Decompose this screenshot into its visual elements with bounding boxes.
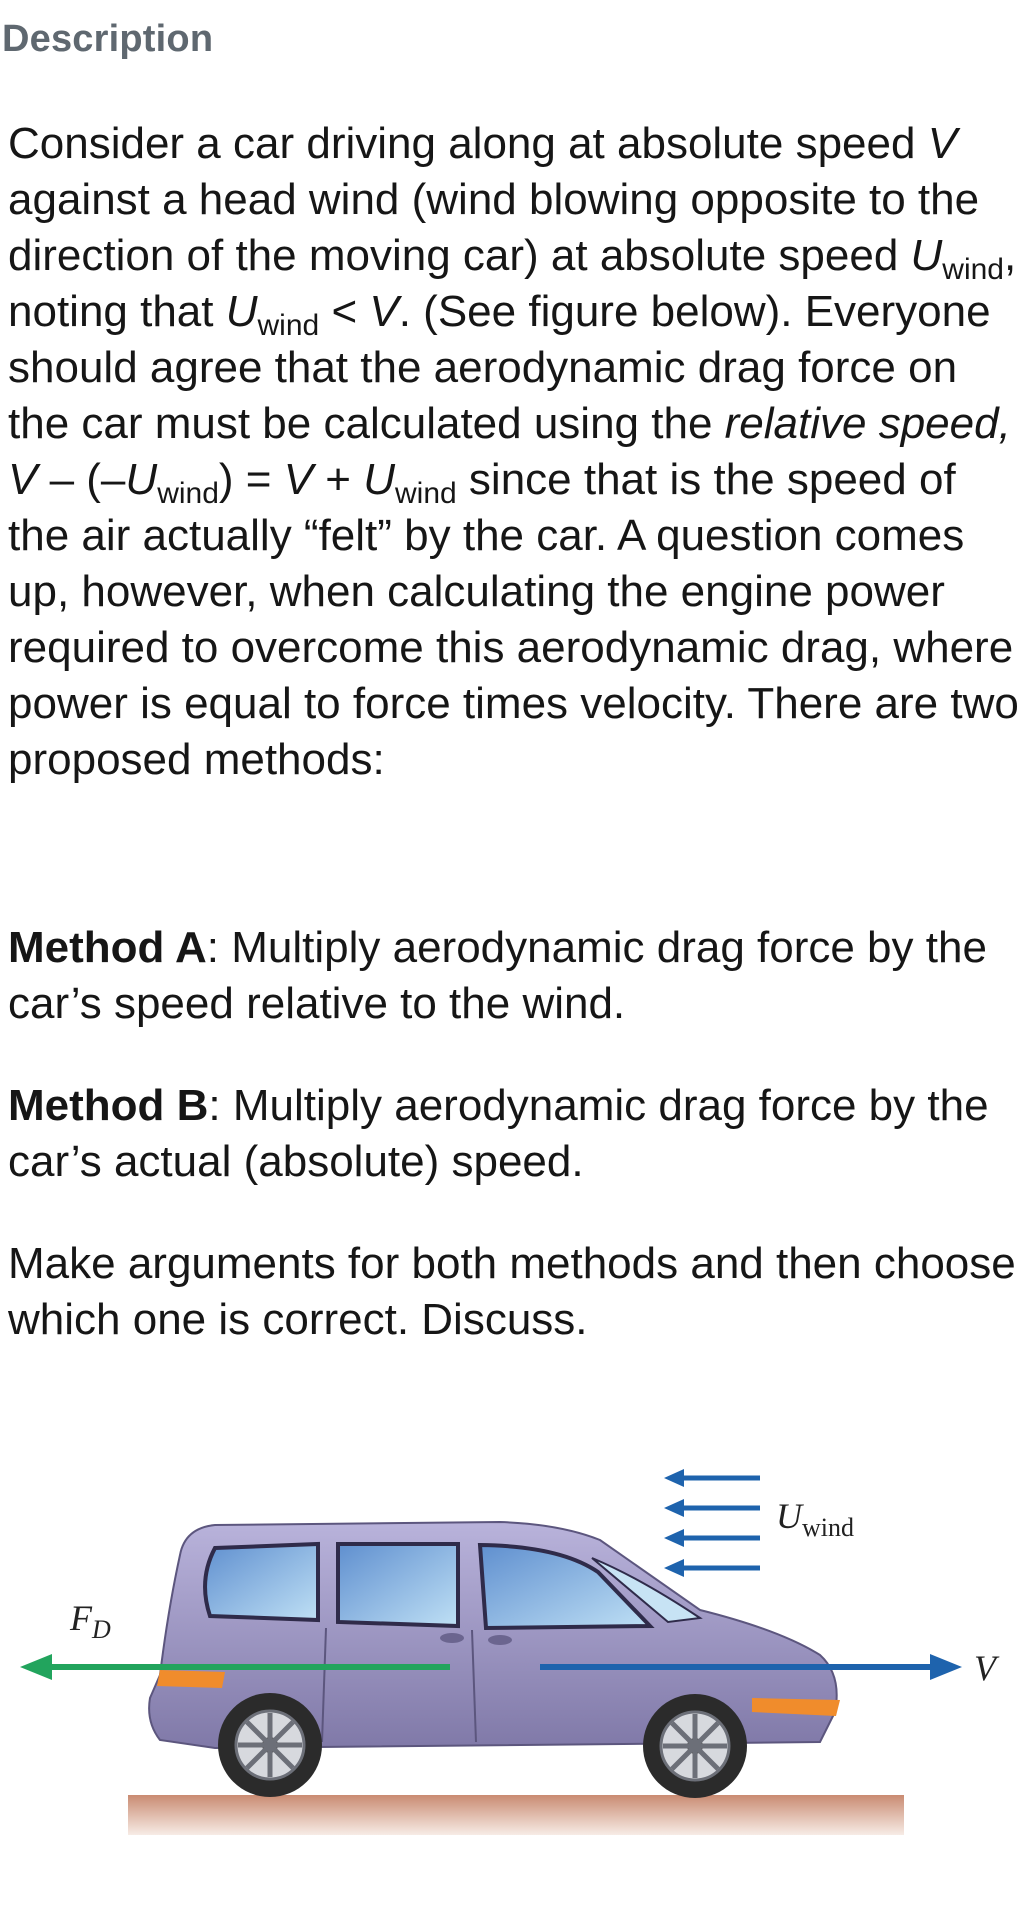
middle-window (338, 1544, 458, 1626)
var-u: U (125, 455, 158, 504)
car (149, 1522, 840, 1798)
method-b (8, 1078, 1028, 1190)
method-a-label: Method A (8, 923, 207, 972)
closing-prompt: Make arguments for both methods and then choose which one is correct. Discuss. (8, 1239, 1016, 1344)
front-wheel (643, 1694, 747, 1798)
subscript-wind: wind (257, 309, 320, 342)
subscript-wind: wind (942, 253, 1004, 286)
text: since that is the speed of the air actually “felt” by the car. A question comes up, however, when calculating the engine power required to overcome this aerodynamic drag, where power is equal to force times velocity. There are two proposed methods: (8, 455, 1019, 784)
var-v: V (369, 287, 399, 336)
method-a (8, 920, 1028, 1032)
method-b-text: : Multiply aerodynamic drag force by the car’s actual (absolute) speed. (8, 1081, 989, 1186)
rear-wheel (218, 1693, 322, 1797)
relative-speed-term: relative speed, V (8, 399, 1011, 504)
var-v: V (283, 455, 314, 504)
problem-statement (8, 116, 1028, 788)
var-v: V (927, 119, 958, 168)
text: ) = (218, 455, 284, 504)
velocity-label: V (974, 1648, 996, 1688)
text: + (313, 455, 364, 504)
text: < (319, 287, 370, 336)
description-header: Description (2, 18, 214, 60)
drag-force-label: $F_D$ (70, 1598, 111, 1644)
ground (128, 1795, 904, 1835)
car-figure (0, 1450, 1034, 1850)
text: . (See figure below). Everyone should agree that the aerodynamic drag force on the car must be calculated using the (8, 287, 991, 448)
subscript-wind: wind (157, 477, 219, 510)
tail-light (157, 1670, 225, 1688)
var-u: U (225, 287, 258, 336)
text: Consider a car driving along at absolute speed (8, 119, 928, 168)
wind-label: $U_{wind}$ (776, 1496, 854, 1542)
wind-arrows (664, 1469, 760, 1577)
subscript-wind: wind (394, 477, 457, 510)
method-a-text: : Multiply aerodynamic drag force by the car’s speed relative to the wind. (8, 923, 987, 1028)
var-u: U (910, 231, 943, 280)
text: – (– (37, 455, 126, 504)
method-b-label: Method B (8, 1081, 209, 1130)
text: , noting that (8, 231, 1017, 336)
var-u: U (363, 455, 395, 504)
text: against a head wind (wind blowing opposite to the direction of the moving car) at absolute speed (8, 175, 980, 280)
rear-window (205, 1544, 318, 1620)
